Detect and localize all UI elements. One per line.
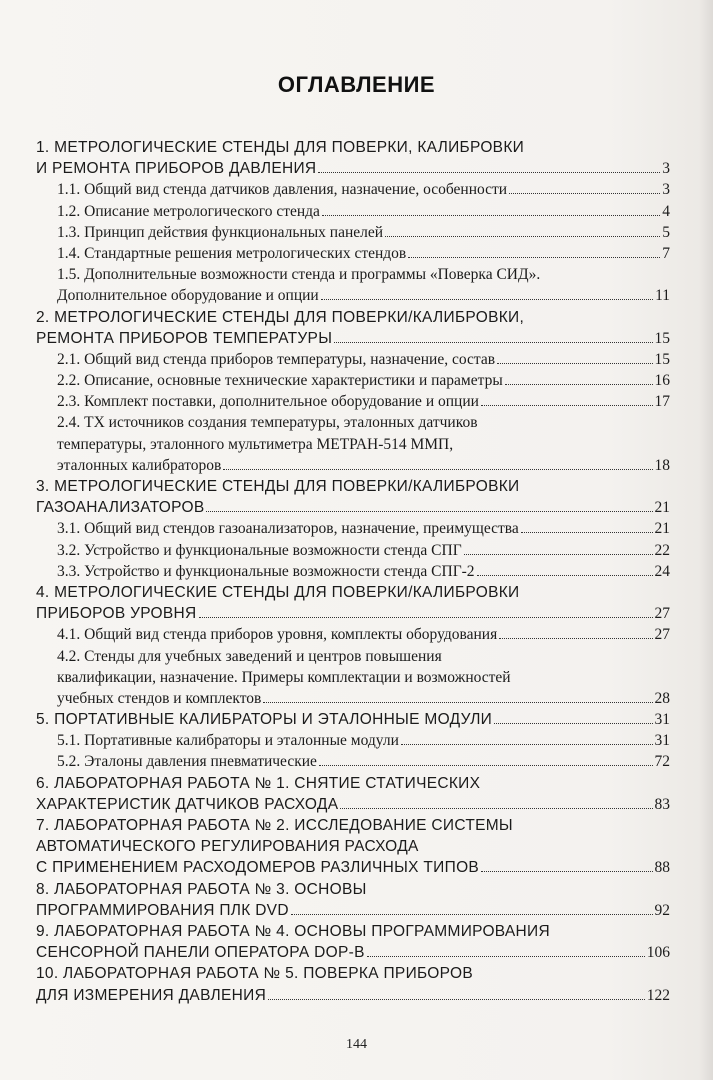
- toc-entry-row: [36, 328, 670, 349]
- toc-entry-text: 8. ЛАБОРАТОРНАЯ РАБОТА № 3. ОСНОВЫ: [36, 880, 367, 898]
- toc-section-entry: [36, 540, 670, 561]
- toc-entry-text: 4. МЕТРОЛОГИЧЕСКИЕ СТЕНДЫ ДЛЯ ПОВЕРКИ/КАЛИБРОВКИ: [36, 583, 520, 601]
- toc-section-entry: [36, 518, 670, 539]
- dot-leader: [408, 243, 660, 258]
- toc-entry-row: [36, 603, 670, 624]
- dot-leader: [199, 603, 653, 618]
- page-number: 144: [346, 1037, 367, 1052]
- toc-section-entry: [36, 561, 670, 582]
- toc-page-number: 15: [654, 329, 670, 347]
- toc-entry-text: 2.2. Описание, основные технические характеристики и параметры: [57, 372, 503, 390]
- toc-entry-text: АВТОМАТИЧЕСКОГО РЕГУЛИРОВАНИЯ РАСХОДА: [36, 838, 419, 856]
- toc-page-number: 15: [654, 350, 670, 368]
- toc-entry-text: ДЛЯ ИЗМЕРЕНИЯ ДАВЛЕНИЯ: [36, 986, 267, 1004]
- toc-entry-row: [57, 179, 670, 200]
- toc-page-number: 5: [662, 223, 670, 241]
- toc-page-number: 122: [646, 986, 670, 1004]
- toc-entry-text: 6. ЛАБОРАТОРНАЯ РАБОТА № 1. СНЯТИЕ СТАТИЧЕСКИХ: [36, 774, 481, 792]
- dot-leader: [401, 730, 653, 745]
- toc-entry-text: СЕНСОРНОЙ ПАНЕЛИ ОПЕРАТОРА DOP-B: [36, 944, 365, 962]
- toc-entry-text: Дополнительное оборудование и опции: [57, 287, 319, 305]
- page-title: ОГЛАВЛЕНИЕ: [277, 72, 436, 97]
- toc-entry-row: [57, 243, 670, 264]
- toc-page-number: 22: [654, 541, 670, 559]
- toc-chapter-entry: [36, 879, 670, 921]
- dot-leader: [319, 751, 653, 766]
- toc-entry-row: [57, 370, 670, 391]
- toc-page-number: 3: [662, 160, 670, 178]
- dot-leader: [477, 561, 653, 576]
- toc-page-number: 18: [654, 456, 670, 474]
- toc-entry-text: 1.4. Стандартные решения метрологических стендов: [57, 244, 407, 262]
- dot-leader: [322, 201, 660, 216]
- toc-entry-text: И РЕМОНТА ПРИБОРОВ ДАВЛЕНИЯ: [36, 160, 317, 178]
- toc-section-entry: [36, 243, 670, 264]
- dot-leader: [340, 794, 652, 809]
- toc-section-entry: [36, 264, 670, 306]
- toc-section-entry: [36, 624, 670, 645]
- toc-chapter-entry: [36, 921, 670, 963]
- dot-leader: [223, 455, 652, 470]
- toc-entry-text: 3.3. Устройство и функциональные возможности стенда СПГ-2: [57, 562, 475, 580]
- toc-entry-text: 5.2. Эталоны давления пневматические: [57, 753, 317, 771]
- toc-page-number: 28: [654, 689, 670, 707]
- toc-entry-row: [36, 794, 670, 815]
- toc-chapter-entry: [36, 963, 670, 1005]
- dot-leader: [334, 328, 652, 343]
- toc-entry-row: [36, 497, 670, 518]
- toc-section-entry: [36, 201, 670, 222]
- toc-page-number: 24: [654, 562, 670, 580]
- toc-entry-text: ХАРАКТЕРИСТИК ДАТЧИКОВ РАСХОДА: [36, 795, 339, 813]
- toc-entry-text: 2. МЕТРОЛОГИЧЕСКИЕ СТЕНДЫ ДЛЯ ПОВЕРКИ/КАЛИБРОВКИ,: [36, 308, 525, 326]
- toc-entry-row: [57, 518, 670, 539]
- dot-leader: [505, 370, 653, 385]
- toc-chapter-entry: [36, 709, 670, 730]
- toc-entry-text: 10. ЛАБОРАТОРНАЯ РАБОТА № 5. ПОВЕРКА ПРИБОРОВ: [36, 965, 473, 983]
- toc-page-number: 17: [654, 393, 670, 411]
- toc-entry-row: [36, 709, 670, 730]
- toc-entry-row: [57, 455, 670, 476]
- dot-leader: [263, 688, 652, 703]
- toc-entry-row: [57, 201, 670, 222]
- toc-entry-text: 1.2. Описание метрологического стенда: [57, 202, 320, 220]
- toc-entry-row: [57, 391, 670, 412]
- toc-chapter-entry: [36, 815, 670, 879]
- dot-leader: [291, 900, 653, 915]
- toc-page-number: 3: [662, 181, 670, 199]
- dot-leader: [385, 222, 660, 237]
- toc-entry-text: температуры, эталонного мультиметра МЕТРАН-514 ММП,: [57, 435, 454, 453]
- toc-page-number: 31: [654, 711, 670, 729]
- toc-entry-text: 5.1. Портативные калибраторы и эталонные модули: [57, 732, 399, 750]
- toc-page-number: 21: [654, 499, 670, 517]
- toc-section-entry: [36, 179, 670, 200]
- dot-leader: [464, 540, 653, 555]
- toc-page-number: 88: [654, 859, 670, 877]
- toc-entry-row: [57, 349, 670, 370]
- toc-entry-row: [57, 561, 670, 582]
- toc-entry-text: 2.3. Комплект поставки, дополнительное оборудование и опции: [57, 393, 479, 411]
- toc-section-entry: [36, 222, 670, 243]
- toc-entry-row: [57, 624, 670, 645]
- toc-entry-text: 3.1. Общий вид стендов газоанализаторов, назначение, преимущества: [57, 520, 519, 538]
- toc-page-number: 27: [654, 605, 670, 623]
- toc-entry-row: [36, 942, 670, 963]
- toc-page-number: 31: [654, 732, 670, 750]
- toc-entry-text: 1. МЕТРОЛОГИЧЕСКИЕ СТЕНДЫ ДЛЯ ПОВЕРКИ, КАЛИБРОВКИ: [36, 139, 525, 156]
- dot-leader: [509, 179, 660, 194]
- dot-leader: [499, 624, 652, 639]
- toc-entry-text: 5. ПОРТАТИВНЫЕ КАЛИБРАТОРЫ И ЭТАЛОННЫЕ МОДУЛИ: [36, 711, 493, 729]
- toc-section-entry: [36, 412, 670, 476]
- toc-entry-text: 2.4. ТХ источников создания температуры, эталонных датчиков: [57, 414, 478, 432]
- toc-chapter-entry: [36, 137, 670, 179]
- dot-leader: [521, 518, 653, 533]
- toc-entry-text: 3. МЕТРОЛОГИЧЕСКИЕ СТЕНДЫ ДЛЯ ПОВЕРКИ/КАЛИБРОВКИ: [36, 478, 520, 495]
- toc-entry-text: 1.1. Общий вид стенда датчиков давления, назначение, особенности: [57, 181, 508, 199]
- toc-entry-row: [57, 540, 670, 561]
- toc-entry-text: ГАЗОАНАЛИЗАТОРОВ: [36, 499, 205, 517]
- toc-page-number: 21: [654, 520, 670, 538]
- toc-page-number: 83: [654, 795, 670, 813]
- toc-section-entry: [36, 730, 670, 751]
- toc-section-entry: [36, 751, 670, 772]
- dot-leader: [497, 349, 652, 364]
- toc-entry-text: 4.2. Стенды для учебных заведений и центров повышения: [57, 647, 442, 665]
- dot-leader: [481, 391, 653, 406]
- toc-entry-text: 9. ЛАБОРАТОРНАЯ РАБОТА № 4. ОСНОВЫ ПРОГРАММИРОВАНИЯ: [36, 922, 550, 940]
- toc-entry-text: ПРИБОРОВ УРОВНЯ: [36, 605, 197, 623]
- toc-section-entry: [36, 646, 670, 710]
- dot-leader: [206, 497, 652, 512]
- toc-entry-row: [36, 158, 670, 179]
- toc-chapter-entry: [36, 773, 670, 815]
- toc-page-number: 72: [654, 753, 670, 771]
- toc-page-number: 92: [654, 901, 670, 919]
- toc-entry-text: 1.3. Принцип действия функциональных панелей: [57, 223, 384, 241]
- dot-leader: [367, 942, 645, 957]
- toc-chapter-entry: [36, 476, 670, 518]
- toc-chapter-entry: [36, 582, 670, 624]
- dot-leader: [318, 158, 660, 173]
- toc-entry-text: 2.1. Общий вид стенда приборов температуры, назначение, состав: [57, 350, 496, 368]
- toc-entry-row: [57, 751, 670, 772]
- table-of-contents: [36, 137, 670, 1006]
- toc-entry-text: ПРОГРАММИРОВАНИЯ ПЛК DVD: [36, 901, 289, 919]
- toc-section-entry: [36, 391, 670, 412]
- toc-page-number: 7: [662, 244, 670, 262]
- toc-entry-text: учебных стендов и комплектов: [57, 689, 262, 707]
- toc-entry-text: 3.2. Устройство и функциональные возможности стенда СПГ: [57, 541, 462, 559]
- dot-leader: [268, 985, 645, 1000]
- toc-entry-text: С ПРИМЕНЕНИЕМ РАСХОДОМЕРОВ РАЗЛИЧНЫХ ТИПОВ: [36, 859, 480, 877]
- toc-entry-row: [57, 285, 670, 306]
- dot-leader: [321, 285, 653, 300]
- dot-leader: [481, 857, 652, 872]
- toc-page-number: 16: [654, 372, 670, 390]
- toc-section-entry: [36, 370, 670, 391]
- toc-page-number: 27: [654, 626, 670, 644]
- toc-page-number: 11: [655, 287, 670, 305]
- toc-entry-text: РЕМОНТА ПРИБОРОВ ТЕМПЕРАТУРЫ: [36, 329, 333, 347]
- toc-entry-text: эталонных калибраторов: [57, 456, 222, 474]
- toc-entry-text: 1.5. Дополнительные возможности стенда и программы «Поверка СИД».: [57, 266, 541, 284]
- toc-entry-row: [57, 222, 670, 243]
- toc-entry-row: [36, 985, 670, 1006]
- dot-leader: [494, 709, 652, 724]
- toc-section-entry: [36, 349, 670, 370]
- toc-entry-text: 4.1. Общий вид стенда приборов уровня, комплекты оборудования: [57, 626, 498, 644]
- toc-page-number: 4: [662, 202, 670, 220]
- toc-entry-row: [36, 900, 670, 921]
- toc-chapter-entry: [36, 307, 670, 349]
- toc-page-number: 106: [646, 944, 670, 962]
- toc-entry-row: [57, 730, 670, 751]
- toc-entry-row: [57, 688, 670, 709]
- toc-entry-text: квалификации, назначение. Примеры комплектации и возможностей: [57, 668, 511, 686]
- toc-entry-text: 7. ЛАБОРАТОРНАЯ РАБОТА № 2. ИССЛЕДОВАНИЕ СИСТЕМЫ: [36, 817, 513, 834]
- toc-entry-row: [36, 857, 670, 878]
